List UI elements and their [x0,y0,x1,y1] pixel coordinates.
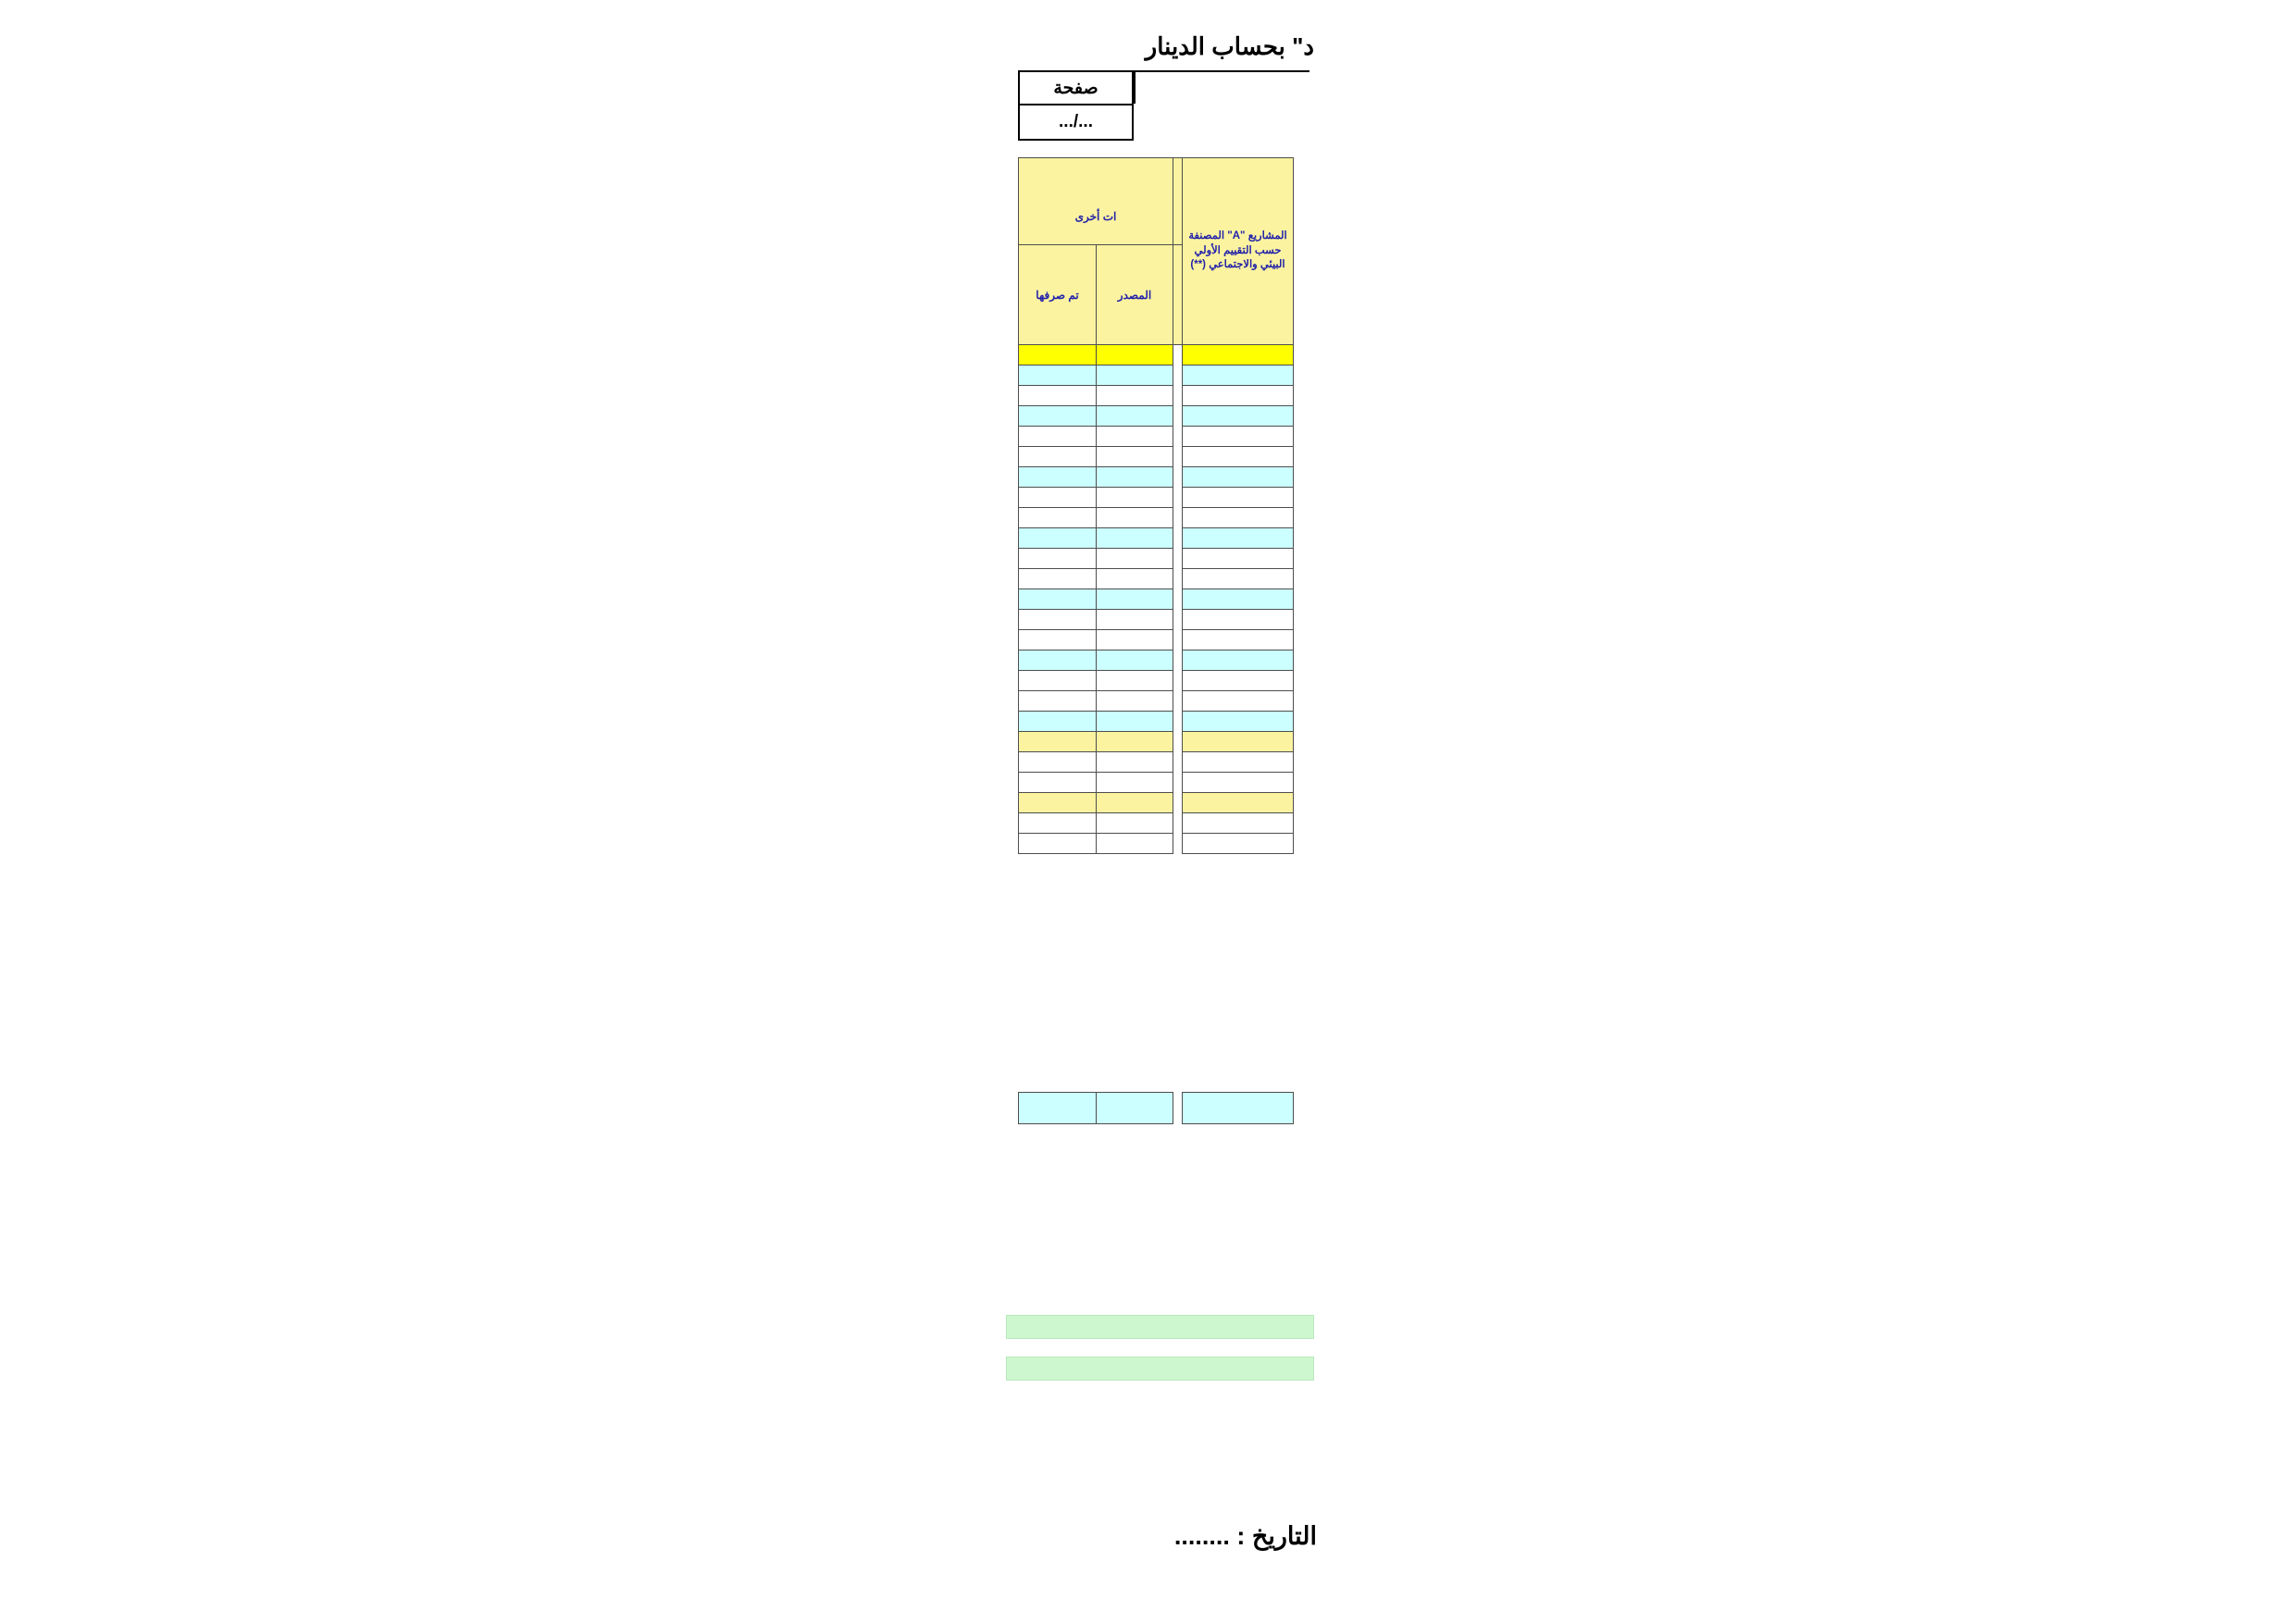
cell-spent [1019,365,1097,386]
cell-source [1097,569,1173,589]
cell-spent [1019,712,1097,732]
cell-spacer [1173,406,1183,427]
cell-spent [1019,834,1097,854]
table-row [1019,732,1294,752]
sub-header-spacer [1173,245,1183,345]
cell-spacer [1173,732,1183,752]
cell-spacer [1173,508,1183,528]
cell-spent [1019,650,1097,671]
table-row [1019,345,1294,365]
cell-projects [1183,447,1294,467]
cell-source [1097,345,1173,365]
cell-projects [1183,365,1294,386]
cell-spent [1019,691,1097,712]
cell-projects [1183,712,1294,732]
table-row [1019,447,1294,467]
cell-spent [1019,630,1097,650]
total-spent-cell [1019,1093,1097,1124]
table-row [1019,488,1294,508]
table-row [1019,549,1294,569]
cell-spent [1019,345,1097,365]
cell-projects [1183,569,1294,589]
table-row [1019,752,1294,773]
cell-source [1097,610,1173,630]
cell-projects [1183,589,1294,610]
cell-spacer [1173,610,1183,630]
cell-source [1097,447,1173,467]
cell-projects [1183,752,1294,773]
table-row [1019,365,1294,386]
cell-projects [1183,345,1294,365]
table-row [1019,610,1294,630]
cell-source [1097,712,1173,732]
cell-spent [1019,732,1097,752]
cell-projects [1183,773,1294,793]
cell-projects [1183,508,1294,528]
cell-spent [1019,569,1097,589]
cell-spacer [1173,691,1183,712]
cell-spacer [1173,712,1183,732]
page-label: صفحة [1020,72,1132,105]
cell-spacer [1173,773,1183,793]
column-header-source: المصدر [1097,245,1173,345]
cell-projects [1183,467,1294,488]
cell-spacer [1173,834,1183,854]
cell-source [1097,773,1173,793]
cell-projects [1183,528,1294,549]
table-row [1019,528,1294,549]
cell-spacer [1173,345,1183,365]
table-row [1019,712,1294,732]
cell-source [1097,427,1173,447]
table-row [1019,793,1294,813]
cell-spent [1019,467,1097,488]
table-row [1019,691,1294,712]
footer-green-block-1 [1006,1315,1314,1339]
cell-spent [1019,813,1097,834]
cell-source [1097,691,1173,712]
cell-projects [1183,671,1294,691]
document-title: د" بحساب الدينار [1145,32,1314,60]
page-value: .../... [1059,112,1093,131]
column-header-projects: المشاريع "A" المصنفة حسب التقييم الأولي البيئي والاجتماعي (**) [1183,158,1294,345]
cell-source [1097,813,1173,834]
table-row [1019,467,1294,488]
cell-projects [1183,386,1294,406]
table-row [1019,508,1294,528]
cell-projects [1183,834,1294,854]
cell-spacer [1173,447,1183,467]
table-row [1019,773,1294,793]
cell-source [1097,508,1173,528]
cell-spent [1019,793,1097,813]
group-header-label: ات أخرى [1019,190,1173,245]
cell-spent [1019,773,1097,793]
cell-spacer [1173,467,1183,488]
footer-green-block-2 [1006,1357,1314,1381]
cell-source [1097,528,1173,549]
table-row [1019,650,1294,671]
cell-spent [1019,528,1097,549]
cell-projects [1183,650,1294,671]
cell-source [1097,467,1173,488]
cell-spent [1019,508,1097,528]
cell-spacer [1173,813,1183,834]
cell-spent [1019,610,1097,630]
cell-spent [1019,427,1097,447]
header-spacer-right [1019,158,1173,190]
cell-spent [1019,752,1097,773]
cell-source [1097,386,1173,406]
cell-source [1097,630,1173,650]
cell-source [1097,488,1173,508]
cell-spent [1019,406,1097,427]
cell-source [1097,671,1173,691]
cell-spent [1019,671,1097,691]
cell-spent [1019,589,1097,610]
cell-spacer [1173,427,1183,447]
group-header-spacer [1173,190,1183,245]
table-row [1019,834,1294,854]
cell-projects [1183,813,1294,834]
table-row [1019,406,1294,427]
cell-source [1097,365,1173,386]
cell-source [1097,549,1173,569]
table-body [1019,345,1294,854]
cell-spent [1019,386,1097,406]
cell-projects [1183,549,1294,569]
page-number-box [1018,70,1134,141]
cell-spacer [1173,650,1183,671]
cell-projects [1183,793,1294,813]
cell-source [1097,589,1173,610]
cell-spacer [1173,488,1183,508]
table-row [1019,671,1294,691]
table-row [1019,813,1294,834]
cell-spacer [1173,671,1183,691]
cell-source [1097,406,1173,427]
cell-spacer [1173,752,1183,773]
cell-spacer [1173,569,1183,589]
cell-spacer [1173,386,1183,406]
cell-spacer [1173,589,1183,610]
table-row [1019,589,1294,610]
total-projects-cell [1183,1093,1294,1124]
header-spacer-left [1173,158,1183,190]
total-row-table [1018,1092,1294,1124]
cell-projects [1183,732,1294,752]
main-data-table [1018,157,1294,854]
cell-projects [1183,691,1294,712]
cell-projects [1183,488,1294,508]
cell-projects [1183,427,1294,447]
cell-spacer [1173,365,1183,386]
table-row [1019,427,1294,447]
page-box-stub [1134,70,1309,104]
cell-spacer [1173,549,1183,569]
cell-projects [1183,406,1294,427]
table-row-total [1019,1093,1294,1124]
cell-source [1097,650,1173,671]
date-line: التاريخ : ........ [1173,1522,1317,1550]
column-header-spent: تم صرفها [1019,245,1097,345]
cell-spacer [1173,630,1183,650]
cell-source [1097,793,1173,813]
cell-projects [1183,610,1294,630]
header-band-top [1019,158,1294,190]
table-row [1019,630,1294,650]
cell-spacer [1173,793,1183,813]
total-spacer-cell [1173,1093,1183,1124]
cell-source [1097,834,1173,854]
table-row [1019,386,1294,406]
cell-source [1097,732,1173,752]
cell-spent [1019,488,1097,508]
cell-spacer [1173,528,1183,549]
table-row [1019,569,1294,589]
cell-source [1097,752,1173,773]
total-source-cell [1097,1093,1173,1124]
cell-projects [1183,630,1294,650]
cell-spent [1019,447,1097,467]
cell-spent [1019,549,1097,569]
